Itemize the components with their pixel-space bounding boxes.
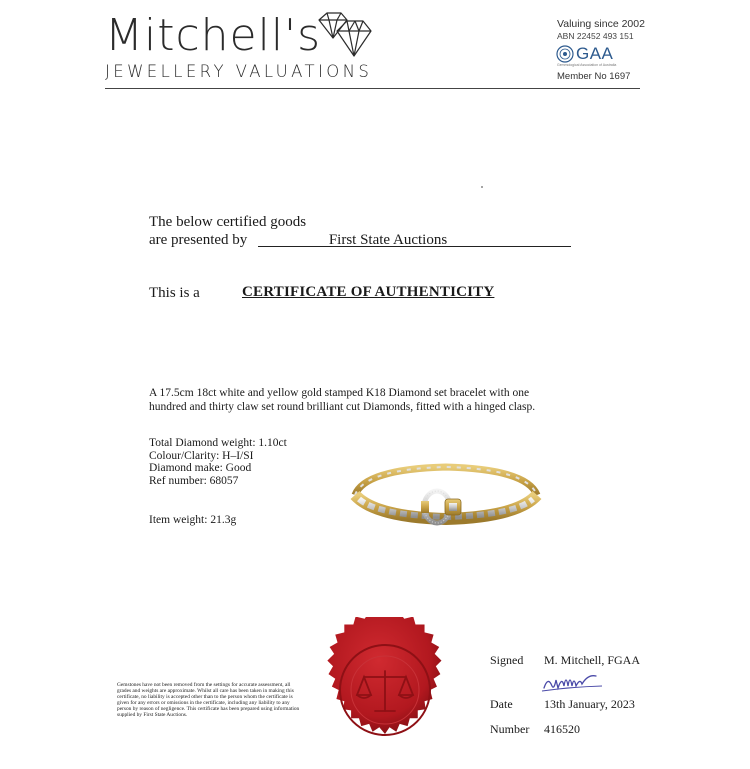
signed-label: Signed [490, 653, 524, 667]
wax-seal-icon [312, 617, 458, 763]
signed-value: M. Mitchell, FGAA [544, 653, 640, 667]
item-weight: Item weight: 21.3g [149, 514, 237, 526]
item-details [149, 437, 287, 487]
stray-dot [481, 186, 483, 188]
number-value: 416520 [544, 722, 580, 736]
date-value: 13th January, 2023 [544, 697, 635, 711]
detail-total-weight: Total Diamond weight: 1.10ct [149, 437, 287, 449]
abn-number: ABN 22452 493 151 [557, 31, 634, 41]
certificate-title: CERTIFICATE OF AUTHENTICITY [242, 284, 495, 300]
detail-diamond-make: Diamond make: Good [149, 462, 252, 475]
gaa-fine-print: Gemmological Association of Australia [557, 63, 617, 67]
date-label: Date [490, 697, 513, 711]
intro-line-1: The below certified goods [149, 214, 307, 230]
intro-line-2: are presented by [149, 232, 248, 248]
disclaimer-text: Gemstones have not been removed from the settings for accurate assessment, all grades and weights are approximate. Whilst all care has been taken in making this certificate, no liability is accepted other than to the person whom the certificate is given for any errors or omissions in the certificate, including any liability to any person by reason of negligence. This certificate has been prepared using information supplied by First State Auctions. [117, 682, 300, 719]
brand-name: Mitchell's [105, 10, 322, 61]
gaa-label: GAA [576, 44, 614, 63]
header-divider [105, 88, 640, 89]
number-label: Number [490, 722, 530, 736]
valuing-since: Valuing since 2002 [557, 18, 645, 30]
bracelet-photo [345, 455, 547, 535]
diamond-logo-icon [315, 12, 373, 58]
handwritten-signature [540, 668, 610, 694]
detail-colour-clarity: Colour/Clarity: H–I/SI [149, 449, 254, 462]
gaa-emblem-icon [556, 45, 574, 63]
item-description: A 17.5cm 18ct white and yellow gold stamped K18 Diamond set bracelet with one hundred and thirty claw set round brilliant cut Diamonds, fitted with a hinged clasp. [149, 387, 536, 413]
certificate-prefix: This is a [149, 285, 200, 301]
brand-subtitle: JEWELLERY VALUATIONS [105, 62, 373, 81]
presenter-name: First State Auctions [328, 232, 448, 248]
detail-ref-number: Ref number: 68057 [149, 474, 239, 487]
member-number: Member No 1697 [557, 71, 631, 82]
